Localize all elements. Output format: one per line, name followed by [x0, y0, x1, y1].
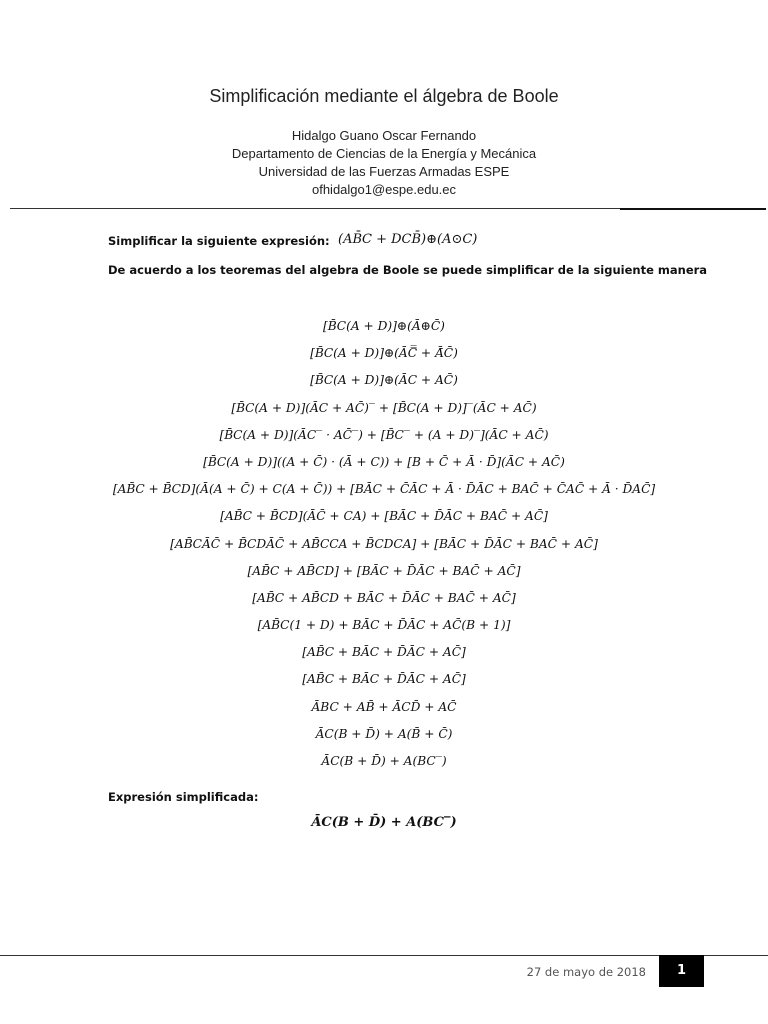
author-email: ofhidalgo1@espe.edu.ec [311, 182, 457, 197]
result-label: Expresión simplificada: [108, 790, 259, 804]
step-17: ĀC(B + D̄) + A(BC‾) [321, 754, 447, 768]
footer-date: 27 de mayo de 2018 [526, 965, 646, 979]
step-9: [AB̄CĀC̄ + B̄CDĀC̄ + AB̄CCA + B̄CDCA] + [BĀC + D̄ĀC + BAC̄ + AC̄] [170, 536, 598, 551]
problem-label: Simplificar la siguiente expresión: [108, 234, 330, 248]
header-divider-accent [620, 208, 766, 210]
step-1: [B̄C(A + D)]⊕(Ā⊕C̄) [323, 319, 445, 333]
step-7: [AB̄C + B̄CD](Ā(A + C̄) + C(A + C̄)) + [BĀC + C̄ĀC + Ā · D̄ĀC + BAC̄ + C̄AC̄ + Ā · D̄AC̄] [112, 482, 656, 497]
problem-expression: (AB̄C + DCB̄)⊕(A⊙C) [338, 232, 478, 247]
step-6: [B̄C(A + D)]((A + C̄) · (Ā + C)) + [B + C̄ + Ā · D̄](ĀC + AC̄) [203, 454, 565, 469]
author-block [0, 127, 768, 199]
author-department: Departamento de Ciencias de la Energía y Mecánica [231, 146, 537, 161]
step-3: [B̄C(A + D)]⊕(ĀC + AC̄) [310, 373, 458, 388]
step-15: ĀBC + AB̄ + ĀCD̄ + AC̄ [311, 699, 457, 714]
result-expression: ĀC(B + D̄) + A(BC‾) [311, 815, 457, 830]
step-2: [B̄C(A + D)]⊕(ĀC̿ + Ā̄C̄) [310, 346, 458, 361]
author-university: Universidad de las Fuerzas Armadas ESPE [258, 164, 510, 179]
author-name: Hidalgo Guano Oscar Fernando [291, 128, 477, 143]
step-11: [AB̄C + AB̄CD + BĀC + D̄ĀC + BAC̄ + AC̄] [252, 590, 516, 605]
footer-divider [0, 955, 768, 956]
simplification-steps [0, 316, 768, 778]
intro-text: De acuerdo a los teoremas del algebra de Boole se puede simplificar de la siguiente manera [108, 263, 708, 277]
page-number: 1 [659, 955, 704, 987]
step-8: [AB̄C + B̄CD](ĀC̄ + CA) + [BĀC + D̄ĀC + BAC̄ + AC̄] [220, 509, 548, 524]
document-title: Simplificación mediante el álgebra de Boole [209, 86, 559, 106]
step-14: [AB̄C + BĀC + D̄ĀC + AC̄] [302, 672, 466, 687]
step-12: [AB̄C(1 + D) + BĀC + D̄ĀC + AC̄(B + 1)] [257, 618, 511, 633]
step-10: [AB̄C + AB̄CD] + [BĀC + D̄ĀC + BAC̄ + AC̄] [247, 563, 521, 578]
step-5: [B̄C(A + D)](ĀC‾ · AC̄‾) + [B̄C‾ + (A + D)‾](ĀC + AC̄) [219, 427, 549, 442]
step-13: [AB̄C + BĀC + D̄ĀC + AC̄] [302, 645, 466, 660]
step-4: [B̄C(A + D)](ĀC + AC̄)‾ + [B̄C(A + D)]‾(ĀC + AC̄) [231, 400, 537, 415]
step-16: ĀC(B + D̄) + A(B̄ + C̄) [315, 726, 453, 741]
